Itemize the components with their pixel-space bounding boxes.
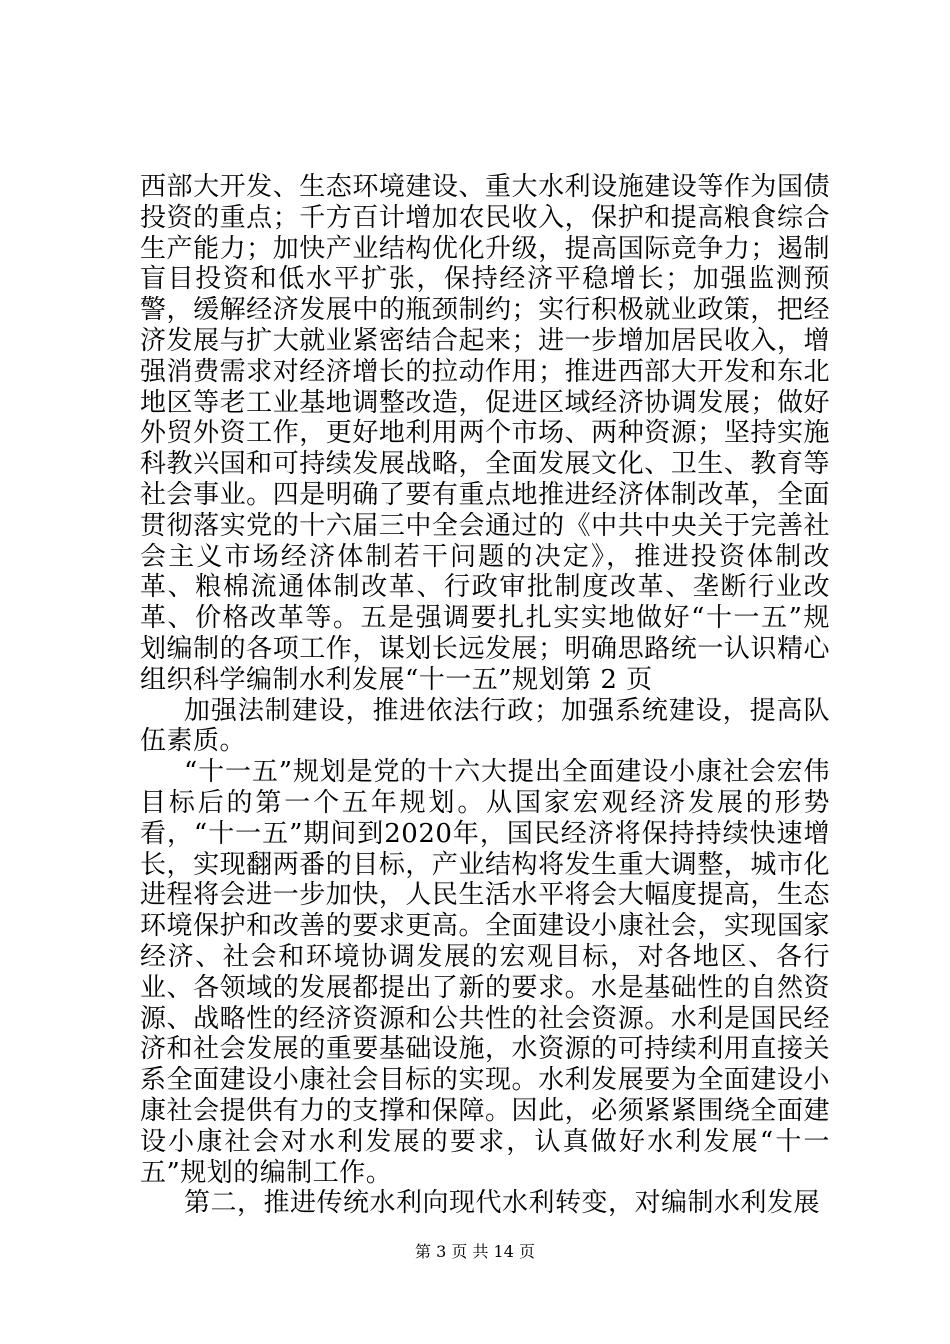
paragraph-continued: 西部大开发、生态环境建设、重大水利设施建设等作为国债投资的重点；千方百计增加农民收入，保护和提高粮食综合生产能力；加快产业结构优化升级，提高国际竞争力；遏制盲目投资和低水平扩张，保持经济平稳增长；加强监测预警，缓解经济发展中的瓶颈制约；实行积极就业政策，把经济发展与扩大就业紧密结合起来；进一步增加居民收入，增强消费需求对经济增长的拉动作用；推进西部大开发和东北地区等老工业基地调整改造，促进区域经济协调发展；做好外贸外资工作，更好地利用两个市场、两种资源；坚持实施科教兴国和可持续发展战略，全面发展文化、卫生、教育等社会事业。四是明确了要有重点地推进经济体制改革，全面贯彻落实党的十六届三中全会通过的《中共中央关于完善社会主义市场经济体制若干问题的决定》，推进投资体制改革、粮棉流通体制改革、行政审批制度改革、垄断行业改革、价格改革等。五是强调要扎扎实实地做好“十一五”规划编制的各项工作，谋划长远发展；明确思路统一认识精心组织科学编制水利发展“十一五”规划第 2 页 xyxy=(140,172,830,695)
paragraph-second-point: 第二，推进传统水利向现代水利转变，对编制水利发展 xyxy=(184,1188,821,1219)
paragraph-eleventh-five-year-plan: “十一五”规划是党的十六大提出全面建设小康社会宏伟目标后的第一个五年规划。从国家宏观经济发展的形势看，“十一五”期间到2020年，国民经济将保持持续快速增长，实现翻两番的目标，产业结构将发生重大调整，城市化进程将会进一步加快，人民生活水平将会大幅度提高，生态环境保护和改善的要求更高。全面建设小康社会，实现国家经济、社会和环境协调发展的宏观目标，对各地区、各行业、各领域的发展都提出了新的要求。水是基础性的自然资源、战略性的经济资源和公共性的社会资源。水利是国民经济和社会发展的重要基础设施，水资源的可持续利用直接关系全面建设小康社会目标的实现。水利发展要为全面建设小康社会提供有力的支撑和保障。因此，必须紧紧围绕全面建设小康社会对水利发展的要求，认真做好水利发展“十一五”规划的编制工作。 xyxy=(140,757,830,1188)
paragraph-legal-construction: 加强法制建设，推进依法行政；加强系统建设，提高队伍素质。 xyxy=(140,695,830,757)
document-body xyxy=(140,172,830,1219)
page-footer: 第 3 页 共 14 页 xyxy=(415,1242,535,1261)
